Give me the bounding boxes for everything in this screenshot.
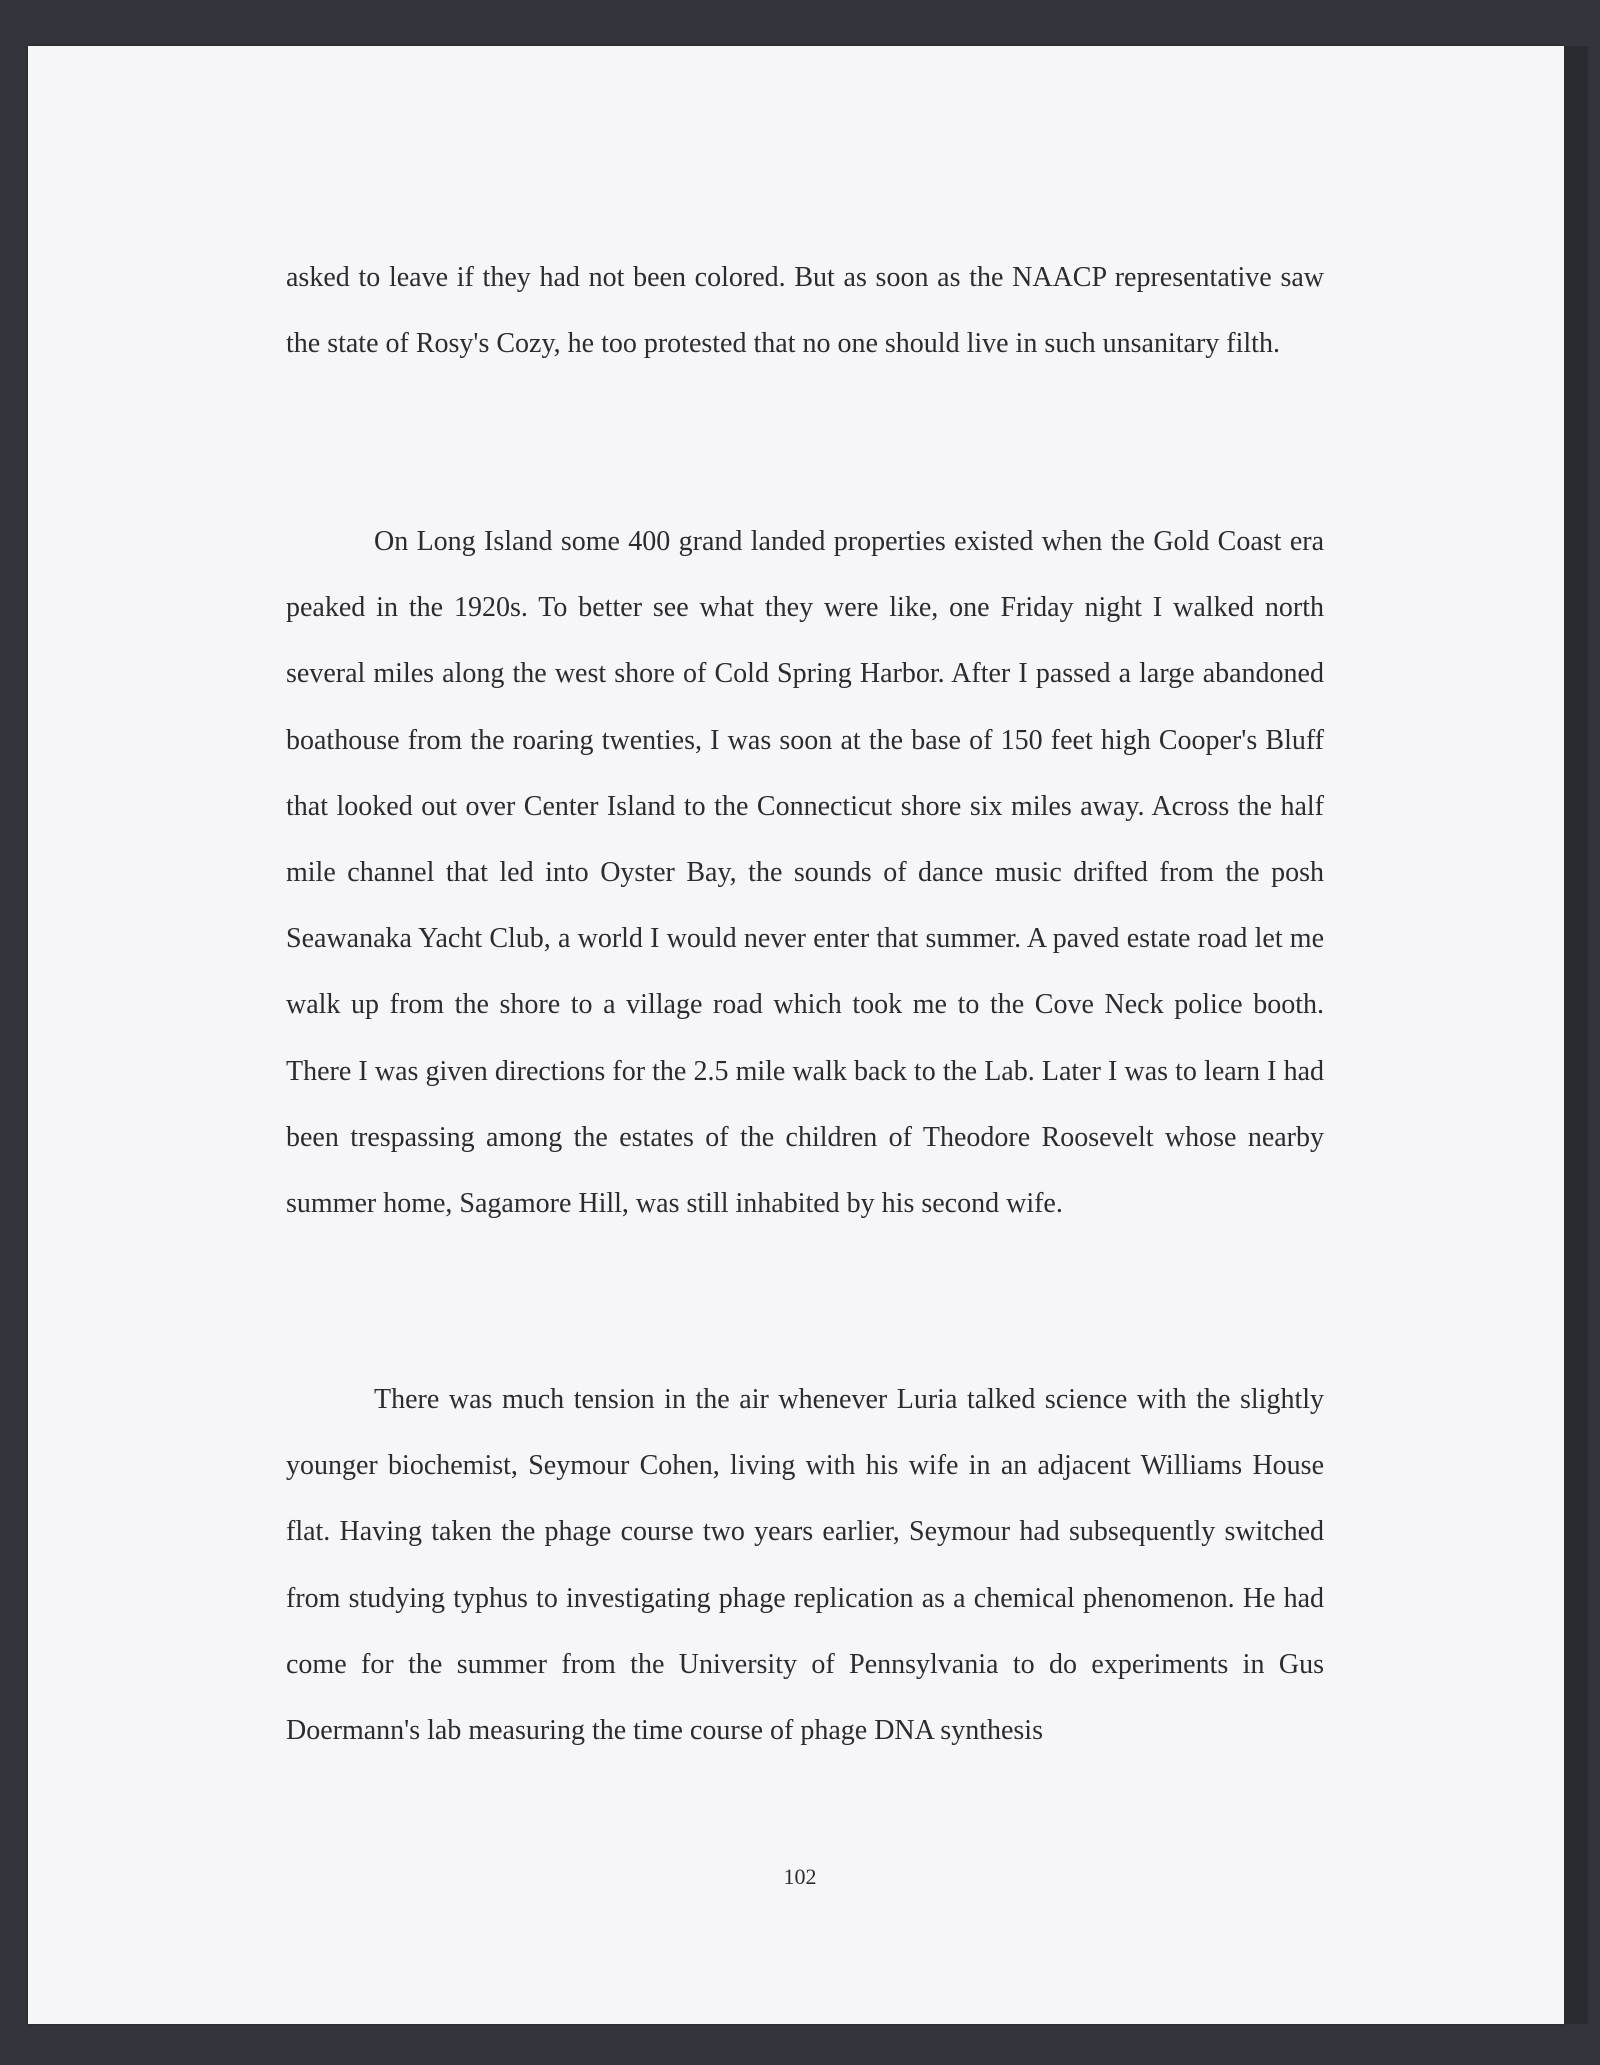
page-number: 102 xyxy=(783,1864,817,1889)
paragraph-2: On Long Island some 400 grand landed properties existed when the Gold Coast era peaked in the 1920s. To better see what they were like, one Friday night I walked north several miles along the west shore of Cold Spring Harbor. After I passed a large abandoned boathouse from the roaring twenties, I was soon at the base of 150 feet high Cooper's Bluff that looked out over Center Island to the Connecticut shore six miles away. Across the half mile channel that led into Oyster Bay, the sounds of dance music drifted from the posh Seawanaka Yacht Club, a world I would never enter that summer. A paved estate road let me walk up from the shore to a village road which took me to the Cove Neck police booth. There I was given directions for the 2.5 mile walk back to the Lab. Later I was to learn I had been trespassing among the estates of the children of Theodore Roosevelt whose nearby summer home, Sagamore Hill, was still inhabited by his second wife. xyxy=(286,526,1324,1220)
paragraph-1: asked to leave if they had not been colored. But as soon as the NAACP representative saw the state of Rosy's Cozy, he too protested that no one should live in such unsanitary filth. xyxy=(286,262,1324,360)
page-edge-shadow xyxy=(1564,46,1588,2024)
paragraph-3: There was much tension in the air whenever Luria talked science with the slightly younger biochemist, Seymour Cohen, living with his wife in an adjacent Williams House flat. Having taken the phage course two years earlier, Seymour had subsequently switched from studying typhus to investigating phage replication as a chemical phenomenon. He had come for the summer from the University of Pennsylvania to do experiments in Gus Doermann's lab measuring the time course of phage DNA synthesis xyxy=(286,1384,1324,1747)
